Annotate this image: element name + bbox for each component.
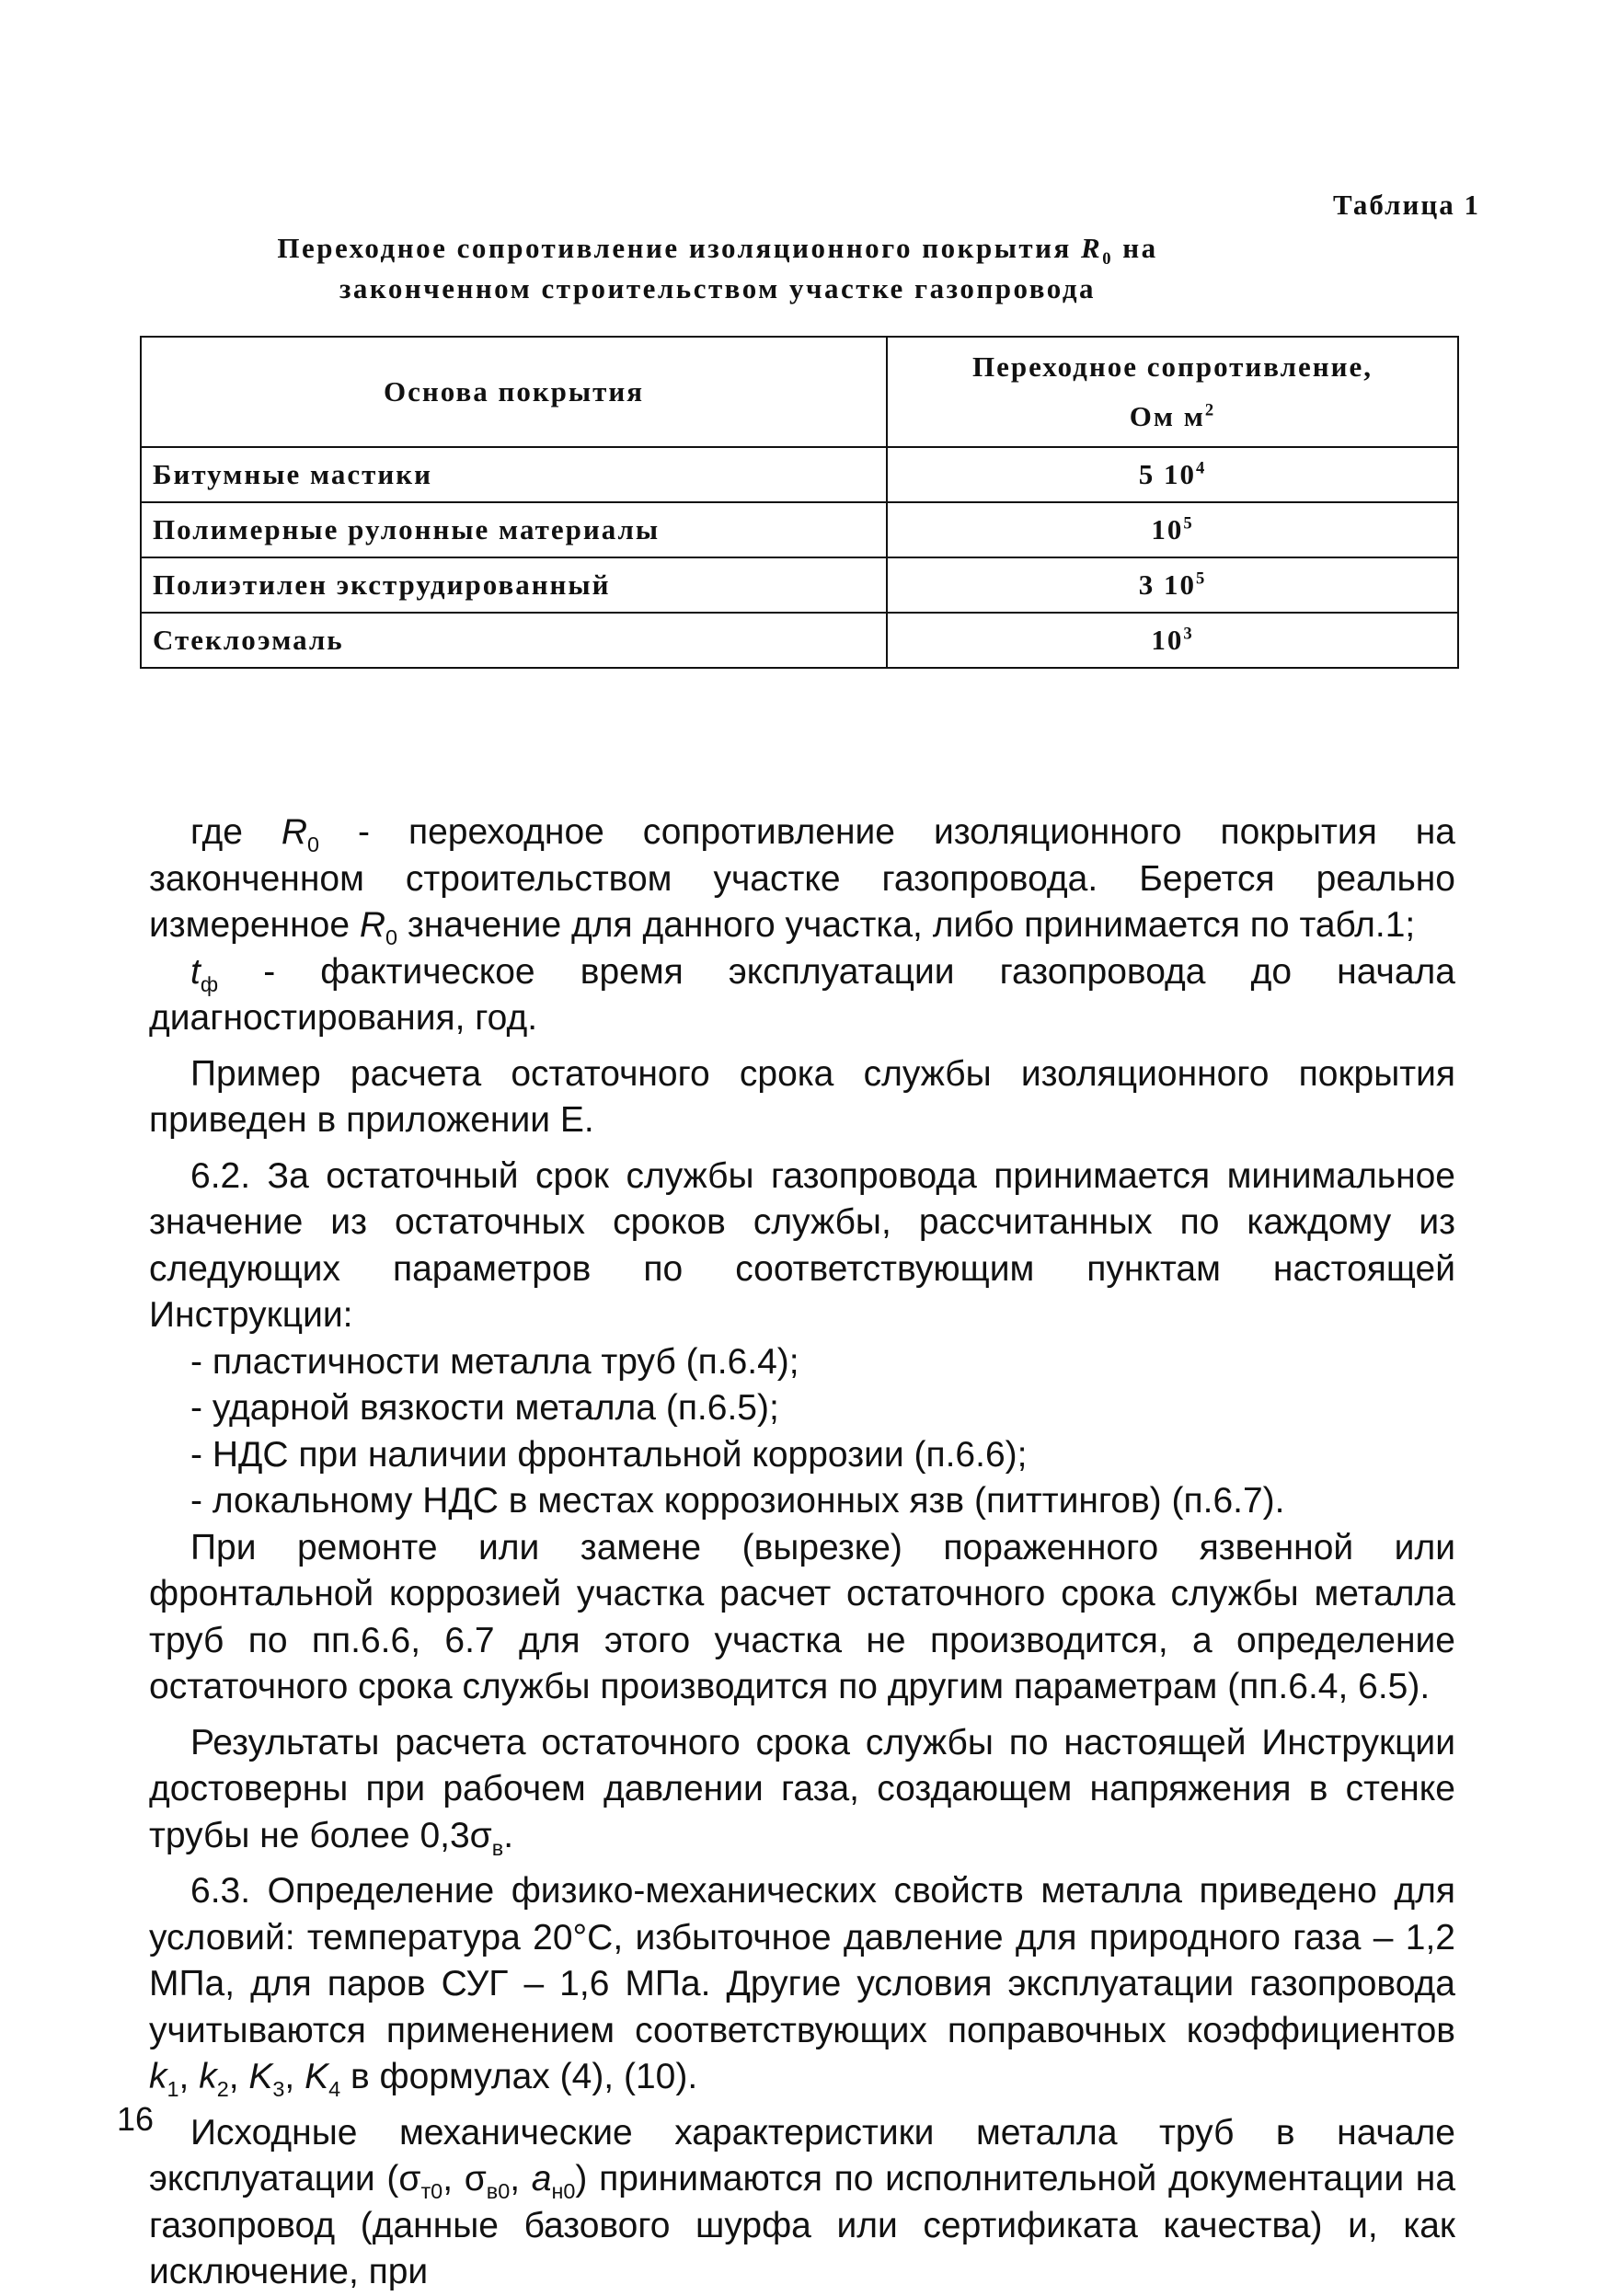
p6-end: . — [503, 1815, 514, 1855]
p8-a-sub: н0 — [551, 2178, 576, 2203]
p7-end: в формулах (4), (10). — [340, 2057, 698, 2096]
coating-resistance-table — [140, 336, 1459, 669]
row-name: Битумные мастики — [141, 447, 887, 502]
p1-text-b: - переходное сопротивление изоляционного покрытия на законченном строительством участке газопровода. Берется реально измеренное — [149, 812, 1455, 945]
p7-k4-sub: 4 — [328, 2076, 341, 2101]
row-value — [887, 613, 1458, 668]
row-name: Полиэтилен экструдированный — [141, 557, 887, 613]
p1-text-a: где — [190, 812, 282, 852]
caption-line2: законченном строительством участке газопровода — [339, 272, 1097, 304]
list-item: - НДС при наличии фронтальной коррозии (п.6.6); — [190, 1434, 1028, 1475]
table-label: Таблица 1 — [1333, 189, 1480, 221]
col2-header-unit: Ом м — [1129, 400, 1205, 432]
table-row — [141, 502, 1458, 557]
p8-sigma2: σ — [464, 2159, 487, 2198]
p6-sub: в — [491, 1835, 504, 1860]
p6-text: Результаты расчета остаточного срока службы по настоящей Инструкции достоверны при рабочем давлении газа, создающем напряжения в стенке трубы не более 0,3σ — [149, 1722, 1455, 1855]
p7-k2: k — [199, 2057, 217, 2096]
row-value-base: 10 — [1151, 513, 1184, 545]
row-value-exp: 4 — [1195, 458, 1207, 478]
paragraph-repair: При ремонте или замене (вырезке) пораженного язвенной или фронтальной коррозией участка расчет остаточного срока службы металла труб по пп.6.6, 6.7 для этого участка не производится, а определение остаточного срока службы производится по другим параметрам (пп.6.4, 6.5). — [149, 1527, 1455, 1706]
p7-k3-sub: 3 — [272, 2076, 285, 2101]
paragraph-example: Пример расчета остаточного срока службы изоляционного покрытия приведен в приложении Е. — [149, 1053, 1455, 1140]
row-value — [887, 557, 1458, 613]
list-item: - ударной вязкости металла (п.6.5); — [190, 1388, 779, 1428]
paragraph-6-3: 6.3. Определение физико-механических свойств металла приведено для условий: температура 20°С, избыточное давление для природного газа – 1,2 МПа, для паров СУГ – 1,6 МПа. Другие условия эксплуатации газопровода учитываются применением соответствующих поправочных коэффициентов $k_1$, $k_2$, $K_3$, $K_4$ в формулах (4), (10). — [149, 1871, 1455, 2101]
row-value-exp: 5 — [1195, 568, 1207, 589]
row-name: Полимерные рулонные материалы — [141, 502, 887, 557]
page-number: 16 — [117, 2100, 155, 2138]
col2-header — [887, 337, 1458, 447]
paragraph-initial-characteristics: Исходные механические характеристики металла труб в начале эксплуатации ($\sigma_{т0}$, $\sigma_{в0}$, $a_{н0}$) принимаются по исполнительной документации на газопровод (данные базового шурфа или сертификата качества) и, как исключение, при — [149, 2112, 1456, 2291]
row-name: Стеклоэмаль — [141, 613, 887, 668]
p8-text-b: ) принимаются по исполнительной документации на газопровод (данные базового шурфа или сертификата качества) и, как исключение, при — [149, 2159, 1456, 2291]
p8-sigma1: σ — [398, 2159, 421, 2198]
row-value-base: 3 10 — [1138, 568, 1196, 601]
list-item: - пластичности металла труб (п.6.4); — [190, 1341, 799, 1382]
row-value-base: 10 — [1151, 624, 1184, 656]
caption-line1: Переходное сопротивление изоляционного покрытия — [277, 232, 1072, 264]
paragraph-tf-definition — [149, 949, 1455, 1042]
table-header-row — [141, 337, 1458, 447]
row-value — [887, 502, 1458, 557]
p8-text-a: Исходные механические характеристики металла труб в начале эксплуатации ( — [149, 2112, 1455, 2198]
p8-a: a — [531, 2159, 552, 2198]
p7-k1-sub: 1 — [167, 2076, 179, 2101]
row-value-exp: 3 — [1183, 624, 1194, 644]
row-value-base: 5 10 — [1138, 458, 1196, 490]
p1-text-c: значение для данного участка, либо принимается по табл.1; — [397, 905, 1416, 945]
body-text — [149, 809, 1455, 2296]
caption-var-sub: 0 — [1102, 249, 1114, 270]
table-row — [141, 613, 1458, 668]
row-value — [887, 447, 1458, 502]
paragraph-results — [149, 1720, 1455, 1860]
p7-k3: K — [248, 2057, 273, 2096]
paragraph-r0-definition — [149, 809, 1455, 949]
p1-var2-sub: 0 — [385, 924, 398, 949]
p7-k4: K — [305, 2057, 329, 2096]
col2-header-unit-sup: 2 — [1204, 400, 1216, 420]
p1-var2: R — [359, 905, 386, 945]
table-caption — [184, 228, 1251, 309]
p7-k2-sub: 2 — [216, 2076, 229, 2101]
p2-text: - фактическое время эксплуатации газопровода до начала диагностирования, год. — [149, 951, 1455, 1038]
caption-line1-end: на — [1113, 232, 1158, 264]
row-value-exp: 5 — [1183, 513, 1194, 534]
table-row — [141, 557, 1458, 613]
p2-var: t — [190, 951, 201, 992]
p1-var: R — [281, 812, 308, 852]
col1-header: Основа покрытия — [141, 337, 887, 447]
p7-text: 6.3. Определение физико-механических свойств металла приведено для условий: температура 20°С, избыточное давление для природного газа – 1,2 МПа, для паров СУГ – 1,6 МПа. Другие условия эксплуатации газопровода учитываются применением соответствующих поправочных коэффициентов — [149, 1871, 1455, 2050]
table-row — [141, 447, 1458, 502]
p7-k1: k — [149, 2057, 167, 2096]
p2-var-sub: ф — [200, 971, 219, 996]
p8-sigma2-sub: в0 — [486, 2178, 511, 2203]
p1-var-sub: 0 — [307, 832, 320, 856]
paragraph-6-2: 6.2. За остаточный срок службы газопровода принимается минимальное значение из остаточных сроков службы, рассчитанных по каждому из следующих параметров по соответствующим пунктам настоящей Инструкции: — [149, 1155, 1455, 1335]
caption-var: R — [1081, 232, 1103, 264]
p8-sigma1-sub: т0 — [420, 2178, 443, 2203]
list-item: - локальному НДС в местах коррозионных язв (питтингов) (п.6.7). — [190, 1481, 1285, 1521]
col2-header-line1: Переходное сопротивление, — [972, 350, 1373, 383]
